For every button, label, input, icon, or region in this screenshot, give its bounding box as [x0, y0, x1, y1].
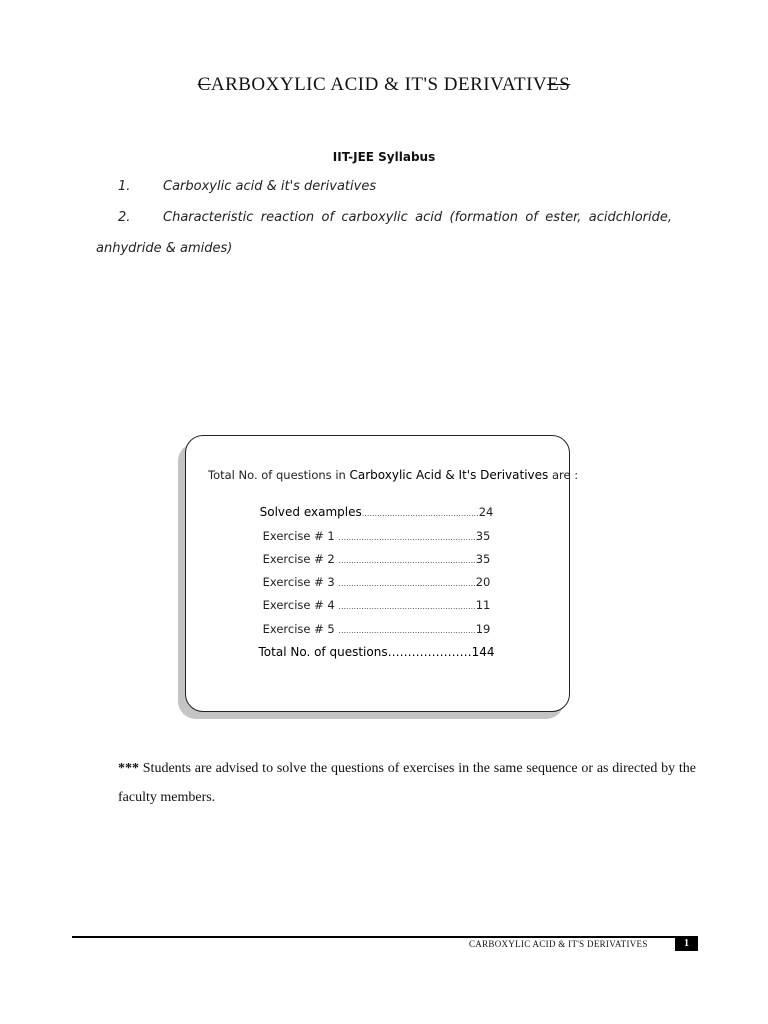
row-value: 19 [475, 622, 491, 636]
question-count-row [185, 552, 568, 566]
intro-suffix: are : [548, 468, 579, 482]
syllabus-item-number: 2. [118, 210, 131, 225]
syllabus-item-continuation: anhydride & amides) [96, 241, 233, 256]
question-count-row [185, 598, 568, 612]
title-struck-prefix: C [197, 74, 211, 95]
row-label: Solved examples [259, 505, 362, 519]
row-leader-dots: .............................................. [361, 509, 479, 518]
row-label: Exercise # 2 [262, 552, 339, 566]
row-value: 11 [475, 598, 491, 612]
total-leader-dots: ………………… [387, 645, 472, 659]
question-total-row [185, 645, 568, 659]
row-value: 24 [478, 505, 494, 519]
row-value: 35 [475, 529, 491, 543]
row-label: Exercise # 3 [262, 575, 339, 589]
row-label: Exercise # 1 [262, 529, 339, 543]
page-number: 1 [675, 937, 698, 951]
row-value: 35 [475, 552, 491, 566]
syllabus-heading: IIT-JEE Syllabus [332, 150, 436, 164]
question-count-row [185, 529, 568, 543]
advice-note [118, 754, 696, 812]
document-title [0, 74, 768, 96]
syllabus-item-text: Characteristic reaction of carboxylic acid (formation of ester, acidchloride, [163, 210, 672, 225]
row-leader-dots: ...................................................... [338, 556, 476, 565]
syllabus-item-number: 1. [118, 179, 131, 194]
row-label: Exercise # 4 [262, 598, 339, 612]
question-count-row [185, 575, 568, 589]
intro-prefix: Total No. of questions in [208, 468, 350, 482]
row-leader-dots: ...................................................... [338, 602, 476, 611]
row-label: Exercise # 5 [262, 622, 339, 636]
question-count-row [185, 505, 568, 519]
footer-running-title: CARBOXYLIC ACID & IT'S DERIVATIVES [469, 939, 648, 949]
note-stars: *** [118, 761, 139, 776]
total-value: 144 [471, 645, 495, 659]
title-main: ARBOXYLIC ACID & IT'S DERIVATIV [210, 74, 548, 95]
intro-topic: Carboxylic Acid & It's Derivatives [349, 468, 549, 482]
row-leader-dots: ...................................................... [338, 579, 476, 588]
row-leader-dots: ...................................................... [338, 533, 476, 542]
total-label: Total No. of questions [258, 645, 388, 659]
note-text: Students are advised to solve the questions of exercises in the same sequence or as directed by the faculty members. [118, 761, 696, 805]
syllabus-item [96, 179, 672, 199]
questions-box-intro [208, 468, 578, 482]
row-value: 20 [475, 575, 491, 589]
question-count-row [185, 622, 568, 636]
footer-rule [72, 936, 698, 938]
row-leader-dots: ...................................................... [338, 626, 476, 635]
title-struck-suffix: ES [547, 74, 571, 95]
syllabus-item-text: Carboxylic acid & it's derivatives [163, 179, 377, 194]
syllabus-item [96, 210, 672, 230]
